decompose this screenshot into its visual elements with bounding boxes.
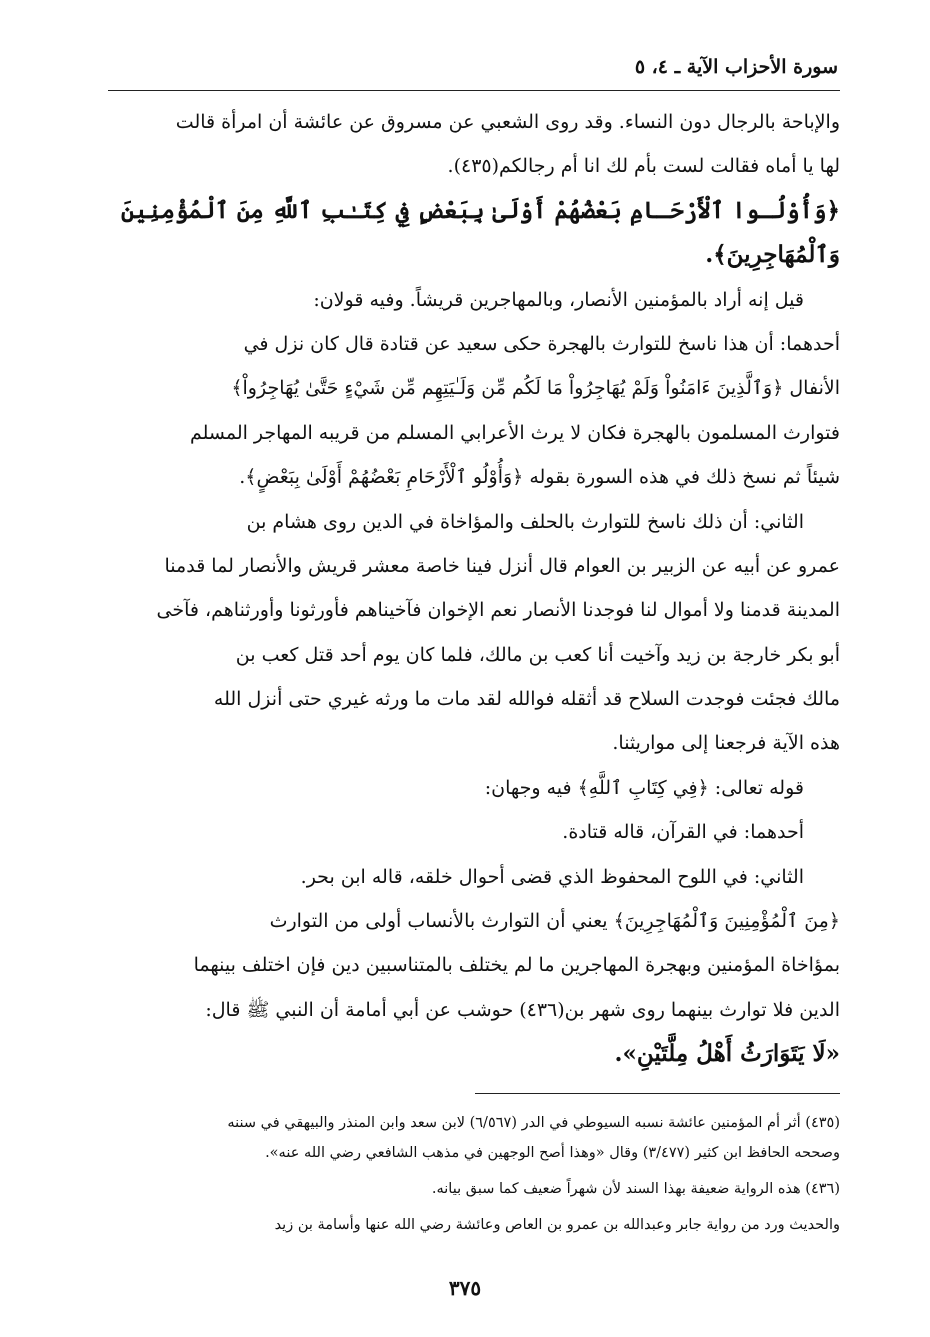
hadith-quote-line: «لَا يَتَوَارَثُ أَهْلُ مِلَّتَيْنِ». [614,1040,840,1068]
text-line: بمؤاخاة المؤمنين وبهجرة المهاجرين ما لم يختلف بالمتناسبين دين فإن اختلف بينهما [193,954,840,977]
text-line-with-verse: الأنفال ﴿وَٱلَّذِينَ ءَامَنُواْ وَلَمْ يُهَاجِرُواْ مَا لَكُم مِّن وَلَـٰيَتِهِم مِّن شَيْءٍ حَتَّىٰ يُهَاجِرُواْ﴾ [231,377,840,400]
text-line: أبو بكر خارجة بن زيد وآخيت أنا كعب بن مالك، فلما كان يوم أحد قتل كعب بن [235,643,840,666]
quran-verse-line: وَٱلْمُهَاجِرِينَ﴾. [705,241,840,269]
text-line: مالك فجئت فوجدت السلاح قد أثقله فوالله لقد مات ما ورثه غيري حتى أنزل الله [213,688,840,711]
footnote-divider [475,1093,840,1094]
text-line: الثاني: أن ذلك ناسخ للتوارث بالحلف والمؤاخاة في الدين روى هشام بن [246,510,804,533]
running-header: سورة الأحزاب الآية ـ ٤، ٥ [634,56,838,78]
footnotes [108,1108,840,1268]
text-line: لها يا أماه فقالت لست بأم لك انا أم رجالكم(٤٣٥). [447,155,840,178]
text-line: المدينة قدمنا ولا أموال لنا فوجدنا الأنصار نعم الإخوان فآخيناهم فأورثونا وأورثناهم، فآخى [156,599,840,622]
text-line: أحدهما: أن هذا ناسخ للتوارث بالهجرة حكى سعيد عن قتادة قال كان نزل في [243,332,840,355]
quran-verse-line: ﴿وَأُوْلُـوا ٱلْأَرْحَـامِ بَعْضُهُمْ أَوْلَىٰ بِبَعْضٍ فِي كِتَـٰبِ ٱللَّهِ مِنَ ٱلْمُؤْمِنِينَ [121,196,840,224]
footnote-line: (٤٣٦) هذه الرواية ضعيفة بهذا السند لأن شهراً ضعيف كما سبق بيانه. [431,1181,840,1197]
text-line-with-verse: ﴿مِنَ ٱلْمُؤْمِنِينَ وَٱلْمُهَاجِرِينَ﴾ يعني أن التوارث بالأنساب أولى من التوارث [269,910,840,933]
text-line: الدين فلا توارث بينهما روى شهر بن(٤٣٦) حوشب عن أبي أمامة أن النبي ﷺ قال: [205,998,840,1021]
header-divider [108,90,840,91]
footnote-line: (٤٣٥) أثر أم المؤمنين عائشة نسبه السيوطي في الدر (٦/٥٦٧) لابن سعد وابن المنذر والبيهقي في سننه [227,1115,840,1131]
text-line: قيل إنه أراد بالمؤمنين الأنصار، وبالمهاجرين قريشاً. وفيه قولان: [313,288,804,311]
main-text [108,100,840,1080]
page-number: ٣٧٥ [448,1276,482,1300]
text-line: عمرو عن أبيه عن الزبير بن العوام قال أنزل فينا خاصة معشر قريش والأنصار لما قدمنا [164,554,840,577]
footnote-line: وصححه الحافظ ابن كثير (٣/٤٧٧) وقال «وهذا أصح الوجهين في مذهب الشافعي رضي الله عنه». [265,1145,840,1161]
text-line: الثاني: في اللوح المحفوظ الذي قضى أحوال خلقه، قاله ابن بحر. [300,865,804,888]
text-line: هذه الآية فرجعنا إلى مواريثنا. [612,732,840,755]
footnote-line: والحديث ورد من رواية جابر وعبدالله بن عمرو بن العاص وعائشة رضي الله عنها وأسامة بن زيد [274,1217,840,1233]
text-line: فتوارث المسلمون بالهجرة فكان لا يرث الأعرابي المسلم من قريبه المهاجر المسلم [189,421,840,444]
text-line: قوله تعالى: ﴿فِي كِتَابِ ٱللَّهِ﴾ فيه وجهان: [484,776,804,799]
text-line: أحدهما: في القرآن، قاله قتادة. [562,821,804,844]
text-line: والإباحة بالرجال دون النساء. وقد روى الشعبي عن مسروق عن عائشة أن امرأة قالت [175,111,840,133]
text-line-with-verse: شيئاً ثم نسخ ذلك في هذه السورة بقوله ﴿وَأُوْلُو ٱلْأَرْحَامِ بَعْضُهُمْ أَوْلَىٰ بِبَعْضٍ﴾. [239,466,840,489]
